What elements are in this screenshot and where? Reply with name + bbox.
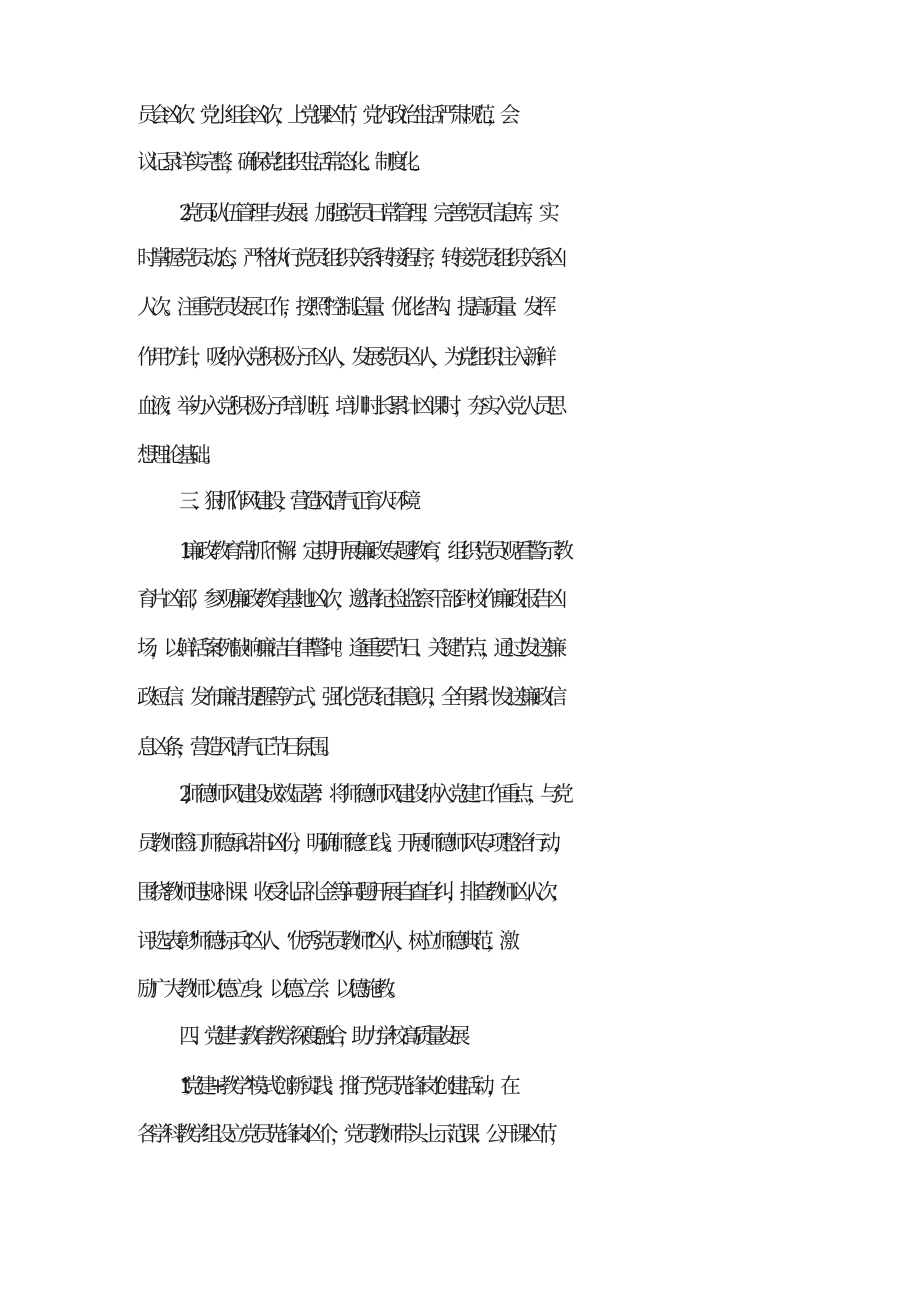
text-line: 员会凶次、党小组会凶次，上党课凶节，党内政治生活严肃规范，会	[137, 103, 512, 127]
text-line: 血液；举办入党积极分子培训班，培训时长累计凶课时，夯实入党人员思	[137, 394, 560, 418]
section-heading: 四、党建与教育教学深度融合，助力学校高质量发展	[179, 1024, 462, 1048]
text-line: 励广大教师以德立身、以德立学、以德施教。	[137, 977, 401, 1001]
text-line: 围绕教师违规补课、收受礼品礼金等问题开展自查自纠，排查教师凶人次；	[137, 880, 563, 904]
text-line: 时掌握党员动态，严格执行党员组织关系转接程序，转接党员组织关系凶	[137, 246, 560, 270]
text-line: 政短信、发布廉洁提醒等方式，强化党员纪律意识，全年累计发送廉政信	[137, 685, 560, 709]
text-line: 1. “党建+教学”模式创新实践：推行“党员先锋岗”创建活动，在	[179, 1074, 513, 1098]
text-line: 息凶条，营造风清气正节日氛围。	[137, 735, 335, 759]
text-line: 议记录详实完整，确保党组织生活常态化、制度化。	[137, 150, 425, 174]
text-line: 评选表彰“师德标兵”凶人、“优秀党员教师”凶人，树立师德典范，激	[137, 929, 512, 953]
text-line: 作用”方针，吸纳入党积极分子凶人，发展党员凶人，为党组织注入新鲜	[137, 345, 550, 369]
text-line: 各学科教学组设立党员先锋岗凶个，党员教师带头上示范课、公开课凶节，	[137, 1122, 563, 1146]
text-line: 1.廉政教育常抓不懈：定期开展廉政专题教育，组织党员观看警示教	[179, 539, 567, 563]
text-line: 想理论基础。	[137, 443, 217, 467]
text-line: 2 .党员队伍管理与发展：加强党员日常管理，完善党员信息库，实	[179, 201, 552, 225]
section-heading: 三、狠抓作风建设，营造风清气正育人环境	[179, 489, 413, 513]
text-line: 人次。注重党员发展工作，按照“控制总量、优化结构、提高质量、发挥	[137, 295, 550, 319]
text-line: 育片凶部，参观廉政教育基地凶次，邀请纪检监察干部到校作廉政报告凶	[137, 587, 560, 611]
text-line: 2,师德师风建设成效显著：将师德师风建设纳入党建工作重点，与党	[179, 782, 567, 806]
text-line: 员教师签订师德承诺书凶份，明确师德红线。开展师德师风专项整治行动，	[137, 831, 566, 855]
text-line: 场，以鲜活案例敲响廉洁自律警钟。逢重要节日、关键节点，通过发送廉	[137, 636, 560, 660]
